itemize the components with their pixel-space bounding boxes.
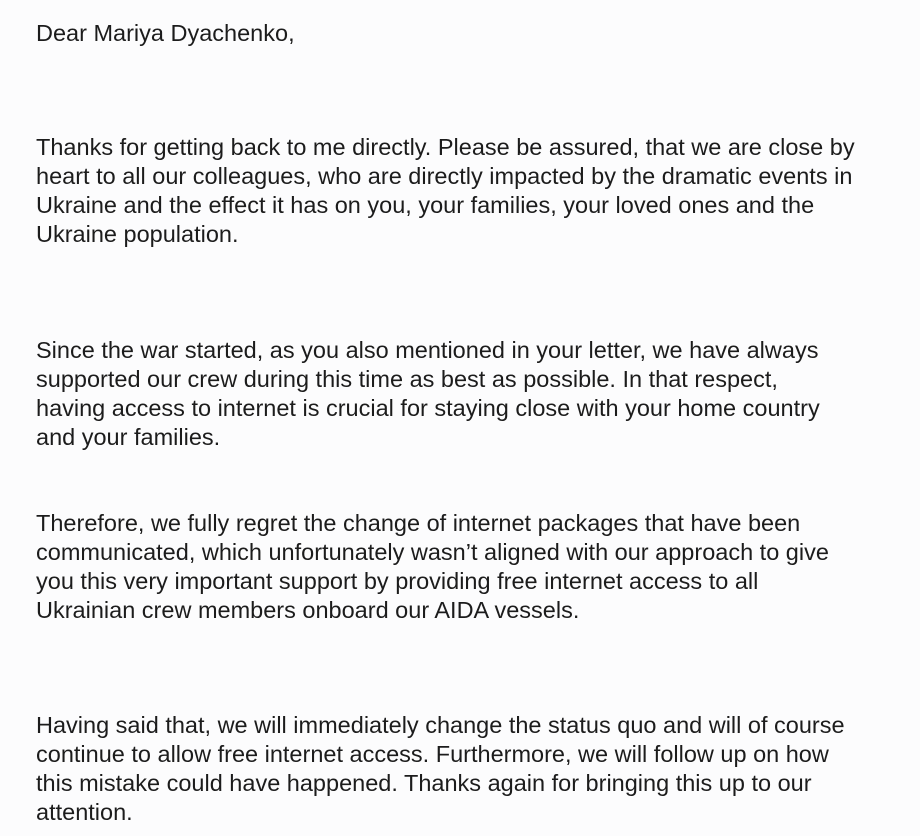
paragraph-line: you this very important support by providing free internet access to all [36,568,759,594]
paragraph-2 [36,336,906,452]
letter-greeting: Dear Mariya Dyachenko, [36,20,295,46]
paragraph-4 [36,711,906,827]
paragraph-line: Thanks for getting back to me directly. Please be assured, that we are close by [36,134,855,160]
paragraph-line: Ukrainian crew members onboard our AIDA vessels. [36,597,580,623]
paragraph-line: heart to all our colleagues, who are directly impacted by the dramatic events in [36,163,853,189]
paragraph-line: Therefore, we fully regret the change of internet packages that have been [36,510,801,536]
paragraph-3 [36,509,906,625]
paragraph-line: supported our crew during this time as best as possible. In that respect, [36,366,778,392]
paragraph-line: attention. [36,799,133,825]
paragraph-line: this mistake could have happened. Thanks again for bringing this up to our [36,770,812,796]
paragraph-line: communicated, which unfortunately wasn’t aligned with our approach to give [36,539,829,565]
paragraph-line: having access to internet is crucial for staying close with your home country [36,395,820,421]
paragraph-line: Having said that, we will immediately change the status quo and will of course [36,712,845,738]
paragraph-line: Since the war started, as you also mentioned in your letter, we have always [36,337,819,363]
paragraph-1 [36,133,906,249]
paragraph-line: Ukraine and the effect it has on you, your families, your loved ones and the [36,192,815,218]
paragraph-line: Ukraine population. [36,221,239,247]
paragraph-line: continue to allow free internet access. Furthermore, we will follow up on how [36,741,829,767]
paragraph-line: and your families. [36,424,221,450]
